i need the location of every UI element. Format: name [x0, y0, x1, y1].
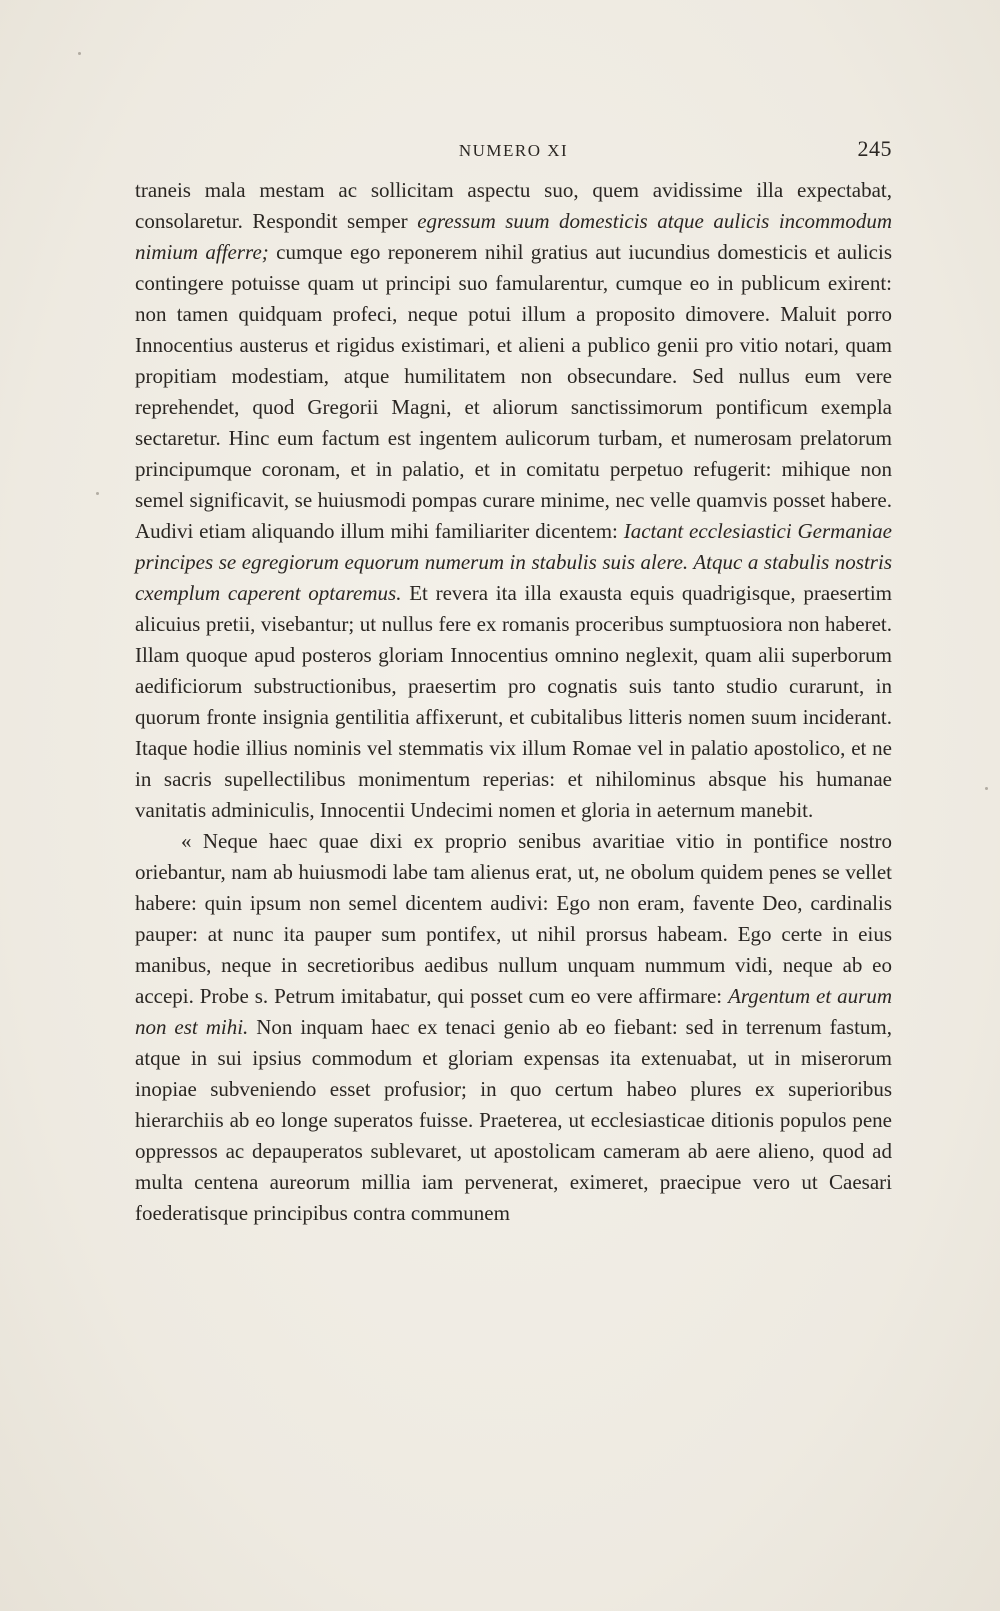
italic-quote: Iactant ecclesiastici Germaniae principes se egregiorum equorum numerum in stabulis suis alere. Atquc a stabulis nostris cxemplum caperent optaremus.	[135, 519, 892, 605]
text-run: Et revera ita illa exausta equis quadrigisque, praesertim alicuius pretii, visebantur; ut nullus fere ex romanis proceribus sumptuosiora non haberet. Illam quoque apud posteros gloriam Innocentius omnino neglexit, quam alii superborum aedificiorum substructionibus, praesertim pro cognatis suis tanto studio curarunt, in quorum fronte insignia gentilitia affixerunt, et cubitalibus litteris nomen suum inciderant. Itaque hodie illius nominis vel stemmatis vix illum Romae vel in palatio apostolico, et ne in sacris supellectilibus monimentum reperias: et nihilominus absque his humanae vanitatis adminiculis, Innocentii Undecimi nomen et gloria in aeternum manebit.	[135, 581, 892, 822]
paper-speck	[78, 52, 81, 55]
text-run: cumque ego reponerem nihil gratius aut iucundius domesticis et aulicis contingere potuisse quam ut principi suo famularentur, cumque eo in publicum exirent: non tamen quidquam profeci, neque potui illum a proposito dimovere. Maluit porro Innocentius austerus et rigidus existimari, et alieni a publico genii pro vitio notari, quam propitiam modestiam, atque humilitatem non obsecundare. Sed nullus eum vere reprehendet, quod Gregorii Magni, et aliorum sanctissimorum pontificum exempla sectaretur. Hinc eum factum est ingentem aulicorum turbam, et numerosam prelatorum principumque coronam, et in palatio, et in comitatu perpetuo refugerit: mihique non semel significavit, se huiusmodi pompas curare minime, nec velle quamvis posset habere. Audivi etiam aliquando illum mihi familiariter dicentem:	[135, 240, 892, 543]
paragraph-2	[135, 826, 892, 1229]
italic-quote: egressum suum domesticis atque aulicis incommodum nimium afferre;	[135, 209, 892, 264]
text-run: « Neque haec quae dixi ex proprio senibus avaritiae vitio in pontifice nostro oriebantur, nam ab huiusmodi labe tam alienus erat, ut, ne obolum quidem penes se vellet habere: quin ipsum non semel dicentem audivi: Ego non eram, favente Deo, cardinalis pauper: at nunc ita pauper sum pontifex, ut nihil prorsus habeam. Ego certe in eius manibus, neque in secretioribus aedibus nullum unquam nummum vidi, neque ab eo accepi. Probe s. Petrum imitabatur, qui posset cum eo vere affirmare:	[135, 829, 892, 1008]
italic-quote: Argentum et aurum non est mihi.	[135, 984, 892, 1039]
body-text	[135, 175, 892, 1229]
running-head	[135, 136, 892, 166]
paper-speck	[985, 787, 988, 790]
running-title: NUMERO XI	[458, 141, 569, 160]
paper-speck	[96, 492, 99, 495]
text-run: Non inquam haec ex tenaci genio ab eo fiebant: sed in terrenum fastum, atque in sui ipsius commodum et gloriam expensas ita extenuabat, ut in miserorum inopiae subveniendo esset profusior; in quo certum habeo plures ex superioribus hierarchiis ab eo longe superatos fuisse. Praeterea, ut ecclesiasticae ditionis populos pene oppressos ac depauperatos sublevaret, ut apostolicam cameram ab aere alieno, quod ad multa centena aureorum millia iam pervenerat, eximeret, praecipue vero ut Caesari foederatisque principibus contra communem	[135, 1015, 892, 1225]
page-number: 245	[857, 136, 892, 161]
paragraph-1	[135, 175, 892, 826]
text-run: traneis mala mestam ac sollicitam aspectu suo, quem avidissime illa expectabat, consolaretur. Respondit semper	[135, 178, 892, 233]
